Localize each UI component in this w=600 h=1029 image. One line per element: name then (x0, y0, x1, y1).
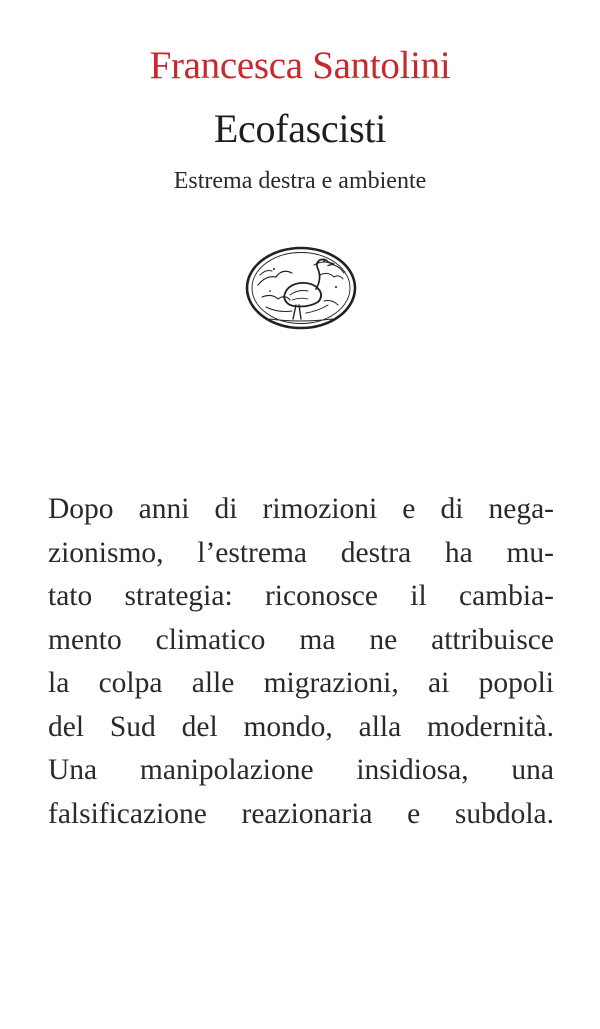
blurb-text (48, 488, 554, 836)
blurb-line: zionismo, l’estrema destra ha mu- (48, 536, 554, 569)
blurb-line: tato strategia: riconosce il cambia- (48, 580, 554, 612)
blurb-line: falsificazione reazionaria e subdola. (48, 797, 554, 830)
author-name: Francesca Santolini (149, 44, 451, 87)
book-subtitle: Estrema destra e ambiente (173, 168, 427, 194)
blurb-line: Dopo anni di rimozioni e di nega- (48, 493, 554, 525)
blurb-line: mento climatico ma ne attribuisce (48, 623, 554, 656)
publisher-ostrich-emblem-icon (244, 245, 358, 331)
blurb-line: la colpa alle migrazioni, ai popoli (48, 667, 554, 699)
book-title: Ecofascisti (213, 106, 387, 151)
blurb-line: Una manipolazione insidiosa, una (48, 754, 554, 786)
blurb-line: del Sud del mondo, alla modernità. (48, 710, 554, 743)
